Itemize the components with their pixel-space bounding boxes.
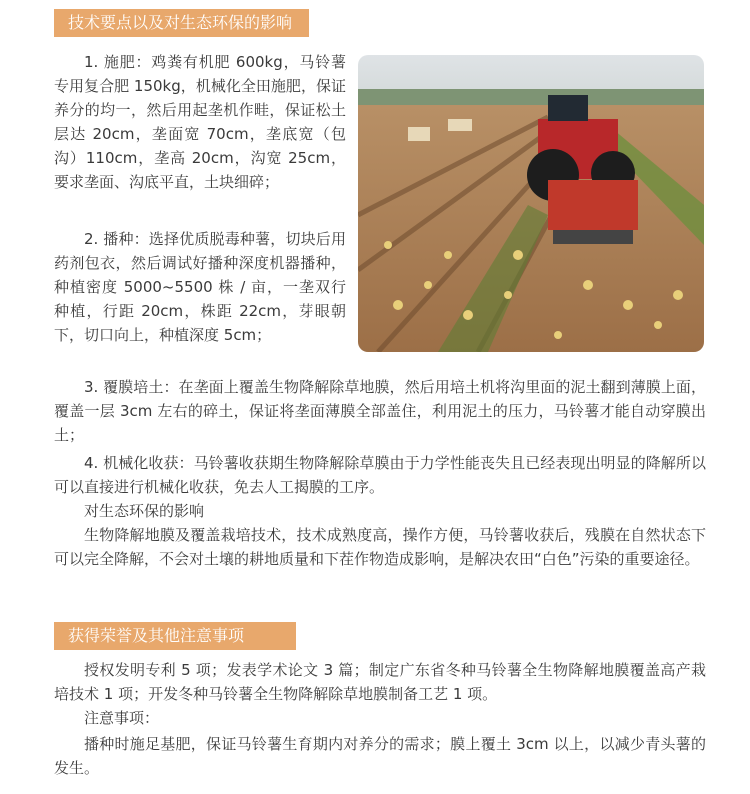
paragraph-honors: 授权发明专利 5 项；发表学术论文 3 篇；制定广东省冬种马铃薯全生物降解地膜覆盖高产栽培技术 1 项；开发冬种马铃薯全生物降解除草地膜制备工艺 1 项。 [54, 661, 706, 703]
section-heading-tech: 技术要点以及对生态环保的影响 [54, 9, 309, 37]
paragraph-precautions: 播种时施足基肥，保证马铃薯生育期内对养分的需求；膜上覆土 3cm 以上，以减少青头薯的发生。 [54, 735, 706, 777]
paragraph-sowing: 2. 播种：选择优质脱毒种薯，切块后用药剂包衣，然后调试好播种深度机器播种，种植密度 5000~5500 株 / 亩，一垄双行种植，行距 20cm，株距 22cm，芽眼朝下，切口向上，种植深度 5cm； [54, 230, 346, 344]
paragraph-mechanized-harvest: 4. 机械化收获：马铃薯收获期生物降解除草膜由于力学性能丧失且已经表现出明显的降解所以可以直接进行机械化收获，免去人工揭膜的工序。 [54, 454, 706, 496]
paragraph-eco-impact: 生物降解地膜及覆盖栽培技术，技术成熟度高，操作方便，马铃薯收获后，残膜在自然状态下可以完全降解，不会对土壤的耕地质量和下茬作物造成影响，是解决农田“白色”污染的重要途径。 [54, 526, 706, 568]
paragraph-film-mulching: 3. 覆膜培土：在垄面上覆盖生物降解除草地膜，然后用培土机将沟里面的泥土翻到薄膜上面，覆盖一层 3cm 左右的碎土，保证将垄面薄膜全部盖住，利用泥土的压力，马铃薯才能自动穿膜出土； [54, 378, 706, 444]
paragraph-fertilization: 1. 施肥：鸡粪有机肥 600kg，马铃薯专用复合肥 150kg，机械化全田施肥，保证养分的均一，然后用起垄机作畦，保证松土层达 20cm，垄面宽 70cm，垄底宽（包沟）110cm，垄高 20cm，沟宽 25cm，要求垄面、沟底平直，土块细碎； [54, 53, 346, 191]
subheading-precautions: 注意事项： [84, 709, 160, 727]
field-harvest-photo [358, 55, 704, 352]
subheading-eco-impact: 对生态环保的影响 [84, 502, 205, 520]
section-heading-honors: 获得荣誉及其他注意事项 [54, 622, 296, 650]
